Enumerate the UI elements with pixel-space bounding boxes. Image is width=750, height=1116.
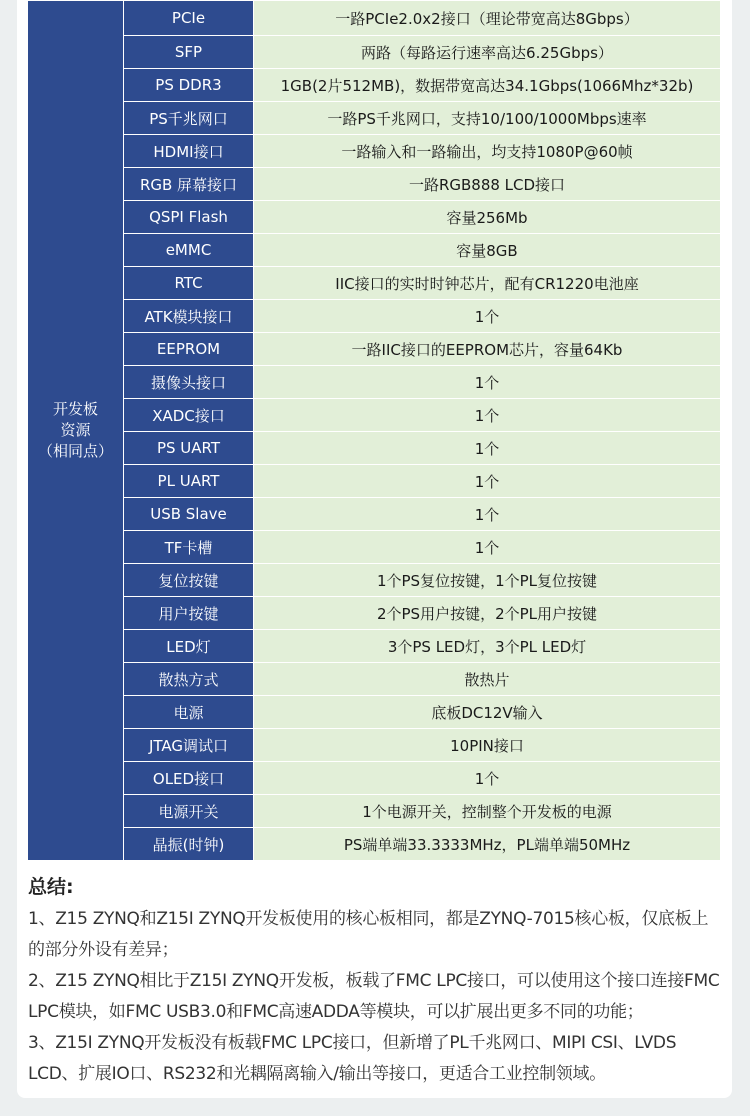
- spec-label-cell: 散热方式: [124, 663, 254, 696]
- table-row: [28, 795, 721, 828]
- table-row: [28, 564, 721, 597]
- summary-section: [28, 874, 723, 1090]
- table-row: [28, 267, 721, 300]
- spec-value-cell: 1个: [254, 465, 721, 498]
- table-row: [28, 333, 721, 366]
- spec-value-cell: 容量256Mb: [254, 201, 721, 234]
- spec-label-cell: TF卡槽: [124, 531, 254, 564]
- spec-label-cell: EEPROM: [124, 333, 254, 366]
- spec-label-cell: JTAG调试口: [124, 729, 254, 762]
- spec-value-cell: 底板DC12V输入: [254, 696, 721, 729]
- table-row: [28, 201, 721, 234]
- spec-table: [27, 0, 721, 861]
- spec-label-cell: 复位按键: [124, 564, 254, 597]
- summary-point-2: 2、Z15 ZYNQ相比于Z15I ZYNQ开发板，板载了FMC LPC接口，可以使用这个接口连接FMC LPC模块，如FMC USB3.0和FMC高速ADDA等模块，可以扩展出更多不同的功能；: [28, 971, 720, 1022]
- spec-table-body: [28, 1, 721, 861]
- table-row: [28, 630, 721, 663]
- spec-value-cell: 1个: [254, 300, 721, 333]
- spec-label-cell: PS DDR3: [124, 69, 254, 102]
- spec-label-cell: QSPI Flash: [124, 201, 254, 234]
- spec-value-cell: 1GB(2片512MB)，数据带宽高达34.1Gbps(1066Mhz*32b): [254, 69, 721, 102]
- table-row: [28, 69, 721, 102]
- spec-value-cell: PS端单端33.3333MHz，PL端单端50MHz: [254, 828, 721, 861]
- summary-point-1: 1、Z15 ZYNQ和Z15I ZYNQ开发板使用的核心板相同，都是ZYNQ-7015核心板，仅底板上的部分外设有差异；: [28, 909, 709, 960]
- table-row: [28, 432, 721, 465]
- spec-value-cell: 10PIN接口: [254, 729, 721, 762]
- group-label-cell: [28, 1, 124, 861]
- table-row: [28, 597, 721, 630]
- spec-label-cell: OLED接口: [124, 762, 254, 795]
- spec-value-cell: 1个: [254, 498, 721, 531]
- spec-label-cell: SFP: [124, 36, 254, 69]
- spec-value-cell: IIC接口的实时时钟芯片，配有CR1220电池座: [254, 267, 721, 300]
- spec-label-cell: 电源: [124, 696, 254, 729]
- table-row: [28, 102, 721, 135]
- table-row: [28, 234, 721, 267]
- table-row: [28, 465, 721, 498]
- spec-value-cell: 一路RGB888 LCD接口: [254, 168, 721, 201]
- spec-label-cell: 用户按键: [124, 597, 254, 630]
- spec-value-cell: 1个: [254, 366, 721, 399]
- table-row: [28, 135, 721, 168]
- table-row: [28, 729, 721, 762]
- spec-label-cell: USB Slave: [124, 498, 254, 531]
- spec-label-cell: PCIe: [124, 1, 254, 36]
- spec-value-cell: 散热片: [254, 663, 721, 696]
- spec-value-cell: 一路PCIe2.0x2接口（理论带宽高达8Gbps）: [254, 1, 721, 36]
- table-row: [28, 663, 721, 696]
- spec-value-cell: 1个电源开关，控制整个开发板的电源: [254, 795, 721, 828]
- spec-label-cell: LED灯: [124, 630, 254, 663]
- spec-value-cell: 1个: [254, 432, 721, 465]
- spec-label-cell: 电源开关: [124, 795, 254, 828]
- spec-value-cell: 两路（每路运行速率高达6.25Gbps）: [254, 36, 721, 69]
- spec-label-cell: 摄像头接口: [124, 366, 254, 399]
- summary-title: 总结:: [28, 876, 74, 898]
- table-row: [28, 828, 721, 861]
- spec-label-cell: XADC接口: [124, 399, 254, 432]
- spec-value-cell: 1个: [254, 531, 721, 564]
- spec-value-cell: 2个PS用户按键，2个PL用户按键: [254, 597, 721, 630]
- spec-label-cell: PS千兆网口: [124, 102, 254, 135]
- table-row: [28, 1, 721, 36]
- spec-label-cell: 晶振(时钟): [124, 828, 254, 861]
- group-label-line: 开发板: [52, 400, 98, 418]
- table-row: [28, 366, 721, 399]
- table-row: [28, 696, 721, 729]
- summary-point-3: 3、Z15I ZYNQ开发板没有板载FMC LPC接口，但新增了PL千兆网口、MIPI CSI、LVDS LCD、扩展IO口、RS232和光耦隔离输入/输出等接口，更适合工业控制领域。: [28, 1033, 677, 1084]
- spec-value-cell: 1个: [254, 399, 721, 432]
- spec-label-cell: HDMI接口: [124, 135, 254, 168]
- spec-value-cell: 1个: [254, 762, 721, 795]
- spec-value-cell: 一路PS千兆网口，支持10/100/1000Mbps速率: [254, 102, 721, 135]
- spec-value-cell: 1个PS复位按键，1个PL复位按键: [254, 564, 721, 597]
- spec-label-cell: ATK模块接口: [124, 300, 254, 333]
- spec-label-cell: RGB 屏幕接口: [124, 168, 254, 201]
- group-label-line: 资源: [60, 421, 91, 439]
- table-row: [28, 168, 721, 201]
- spec-value-cell: 一路输入和一路输出，均支持1080P@60帧: [254, 135, 721, 168]
- table-row: [28, 762, 721, 795]
- table-row: [28, 399, 721, 432]
- spec-value-cell: 一路IIC接口的EEPROM芯片，容量64Kb: [254, 333, 721, 366]
- group-label-line: （相同点）: [37, 442, 113, 460]
- table-row: [28, 498, 721, 531]
- table-row: [28, 300, 721, 333]
- spec-label-cell: PS UART: [124, 432, 254, 465]
- table-row: [28, 531, 721, 564]
- table-row: [28, 36, 721, 69]
- spec-value-cell: 3个PS LED灯，3个PL LED灯: [254, 630, 721, 663]
- spec-label-cell: RTC: [124, 267, 254, 300]
- spec-label-cell: PL UART: [124, 465, 254, 498]
- spec-label-cell: eMMC: [124, 234, 254, 267]
- spec-value-cell: 容量8GB: [254, 234, 721, 267]
